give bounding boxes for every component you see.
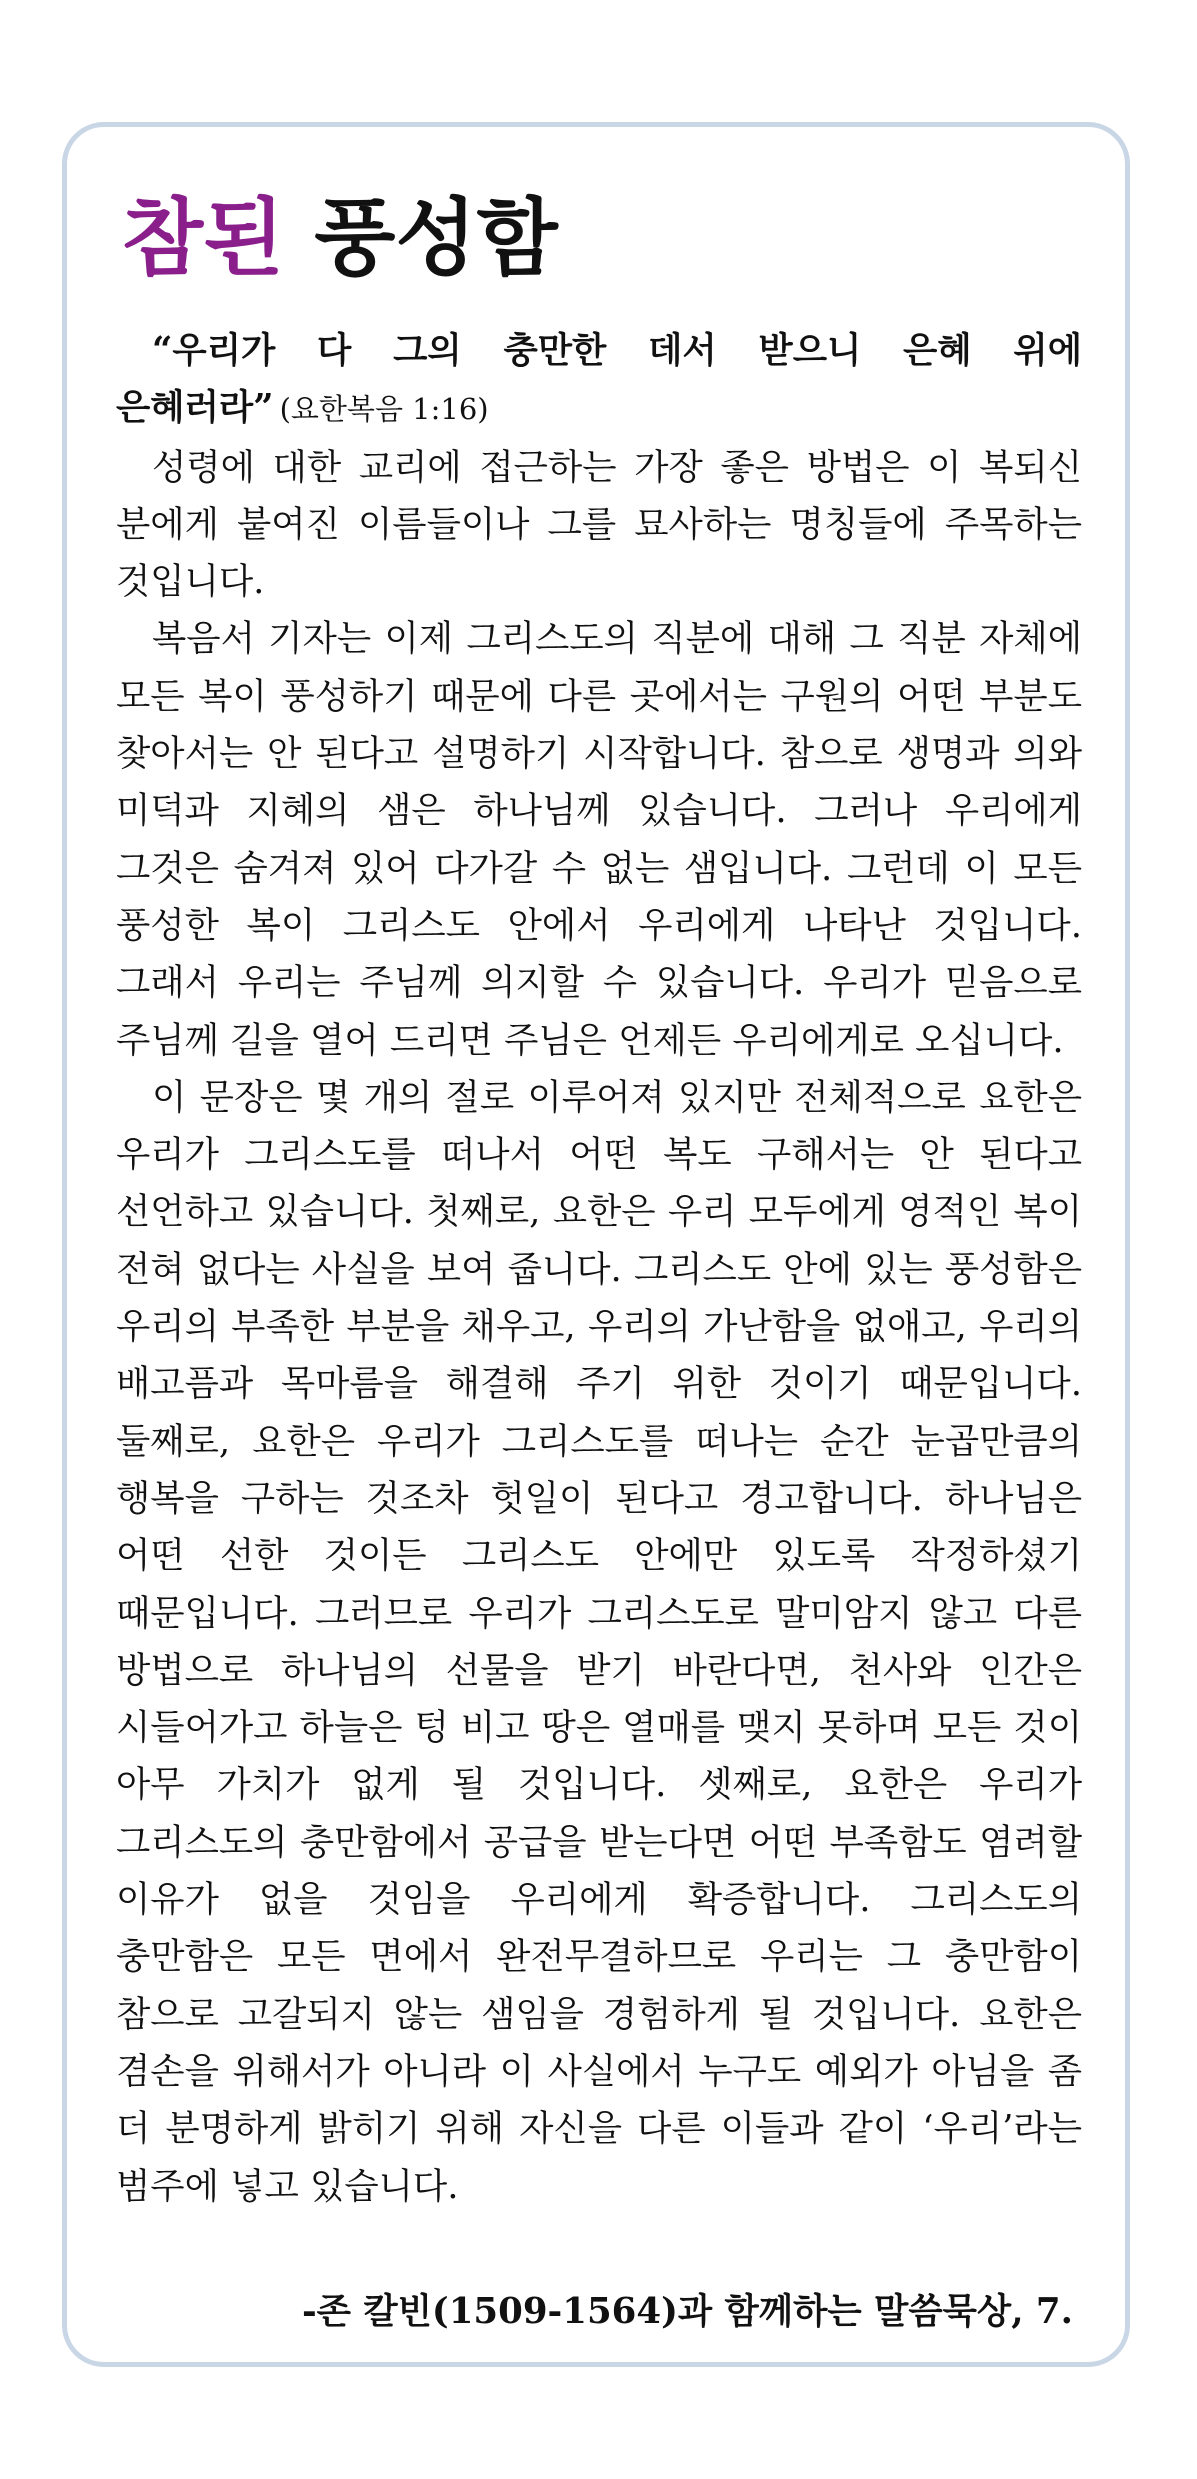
title-main: 풍성함 (314, 189, 558, 287)
verse-quote: “우리가 다 그의 충만한 데서 받으니 은혜 위에 은혜러라” (116, 330, 1082, 429)
verse-paragraph (116, 322, 1082, 439)
title-accent: 참된 (122, 189, 285, 287)
paragraph-3: 이 문장은 몇 개의 절로 이루어져 있지만 전체적으로 요한은 우리가 그리스도를 떠나서 어떤 복도 구해서는 안 된다고 선언하고 있습니다. 첫째로, 요한은 우리 모두에게 영적인 복이 전혀 없다는 사실을 보여 줍니다. 그리스도 안에 있는 풍성함은 우리의 부족한 부분을 채우고, 우리의 가난함을 없애고, 우리의 배고픔과 목마름을 해결해 주기 위한 것이기 때문입니다. 둘째로, 요한은 우리가 그리스도를 떠나는 순간 눈곱만큼의 행복을 구하는 것조차 헛일이 된다고 경고합니다. 하나님은 어떤 선한 것이든 그리스도 안에만 있도록 작정하셨기 때문입니다. 그러므로 우리가 그리스도로 말미암지 않고 다른 방법으로 하나님의 선물을 받기 바란다면, 천사와 인간은 시들어가고 하늘은 텅 비고 땅은 열매를 맺지 못하며 모든 것이 아무 가치가 없게 될 것입니다. 셋째로, 요한은 우리가 그리스도의 충만함에서 공급을 받는다면 어떤 부족함도 염려할 이유가 없을 것임을 우리에게 확증합니다. 그리스도의 충만함은 모든 면에서 완전무결하므로 우리는 그 충만함이 참으로 고갈되지 않는 샘임을 경험하게 될 것입니다. 요한은 겸손을 위해서가 아니라 이 사실에서 누구도 예외가 아님을 좀 더 분명하게 밝히기 위해 자신을 다른 이들과 같이 ‘우리’라는 범주에 넣고 있습니다. (116, 1076, 1082, 2207)
paragraph-2: 복음서 기자는 이제 그리스도의 직분에 대해 그 직분 자체에 모든 복이 풍성하기 때문에 다른 곳에서는 구원의 어떤 부분도 찾아서는 안 된다고 설명하기 시작합니다. 참으로 생명과 의와 미덕과 지혜의 샘은 하나님께 있습니다. 그러나 우리에게 그것은 숨겨져 있어 다가갈 수 없는 샘입니다. 그런데 이 모든 풍성한 복이 그리스도 안에서 우리에게 나타난 것입니다. 그래서 우리는 주님께 의지할 수 있습니다. 우리가 믿음으로 주님께 길을 열어 드리면 주님은 언제든 우리에게로 오십니다. (116, 618, 1082, 1061)
article-body (116, 322, 1082, 2215)
source-attribution: -존 칼빈(1509-1564)과 함께하는 말씀묵상, 7. (301, 2291, 1073, 2332)
paragraph-1: 성령에 대한 교리에 접근하는 가장 좋은 방법은 이 복되신 분에게 붙여진 이름들이나 그를 묘사하는 명칭들에 주목하는 것입니다. (116, 446, 1082, 603)
verse-reference: (요한복음 1:16) (279, 392, 489, 427)
page-title (122, 188, 558, 288)
